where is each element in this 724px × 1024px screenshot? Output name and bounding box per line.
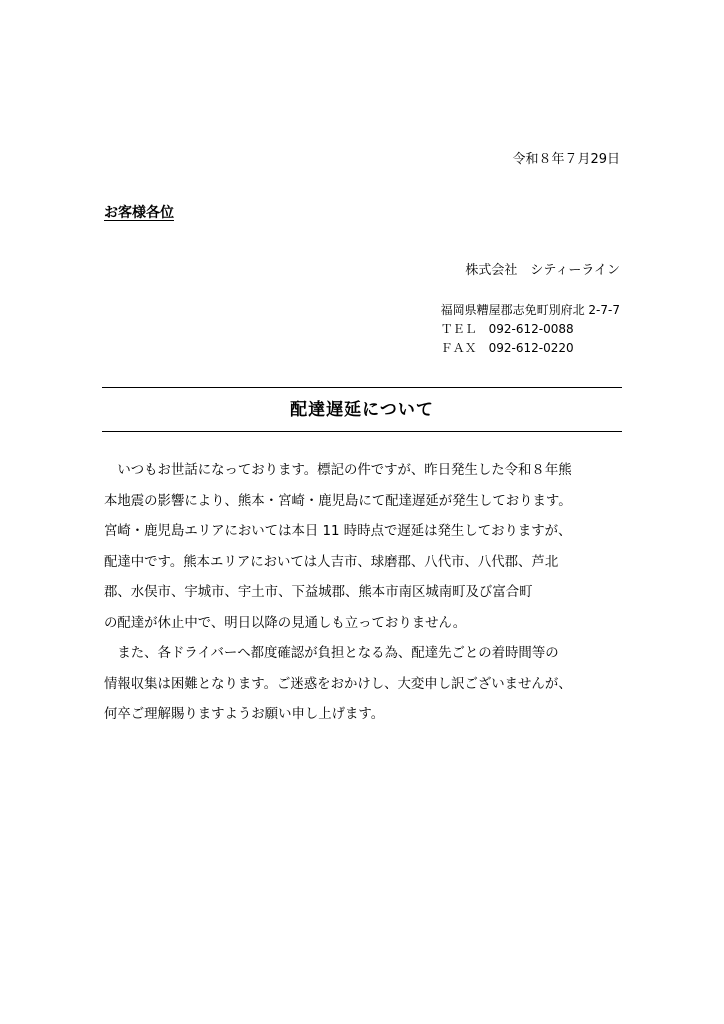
subject-title: 配達遅延について [290,400,434,420]
body-line: 配達中です。熊本エリアにおいては人吉市、球磨郡、八代市、八代郡、芦北 [104,554,559,570]
body-line: 郡、水俣市、宇城市、宇土市、下益城郡、熊本市南区城南町及び富合町 [104,585,533,600]
recipient-salutation: お客様各位 [104,205,174,221]
body-line: 本地震の影響により、熊本・宮崎・鹿児島にて配達遅延が発生しております。 [104,493,572,509]
subject-rule-top [102,387,622,388]
letter-body [104,456,624,731]
company-name: 株式会社 シティーライン [465,263,620,278]
letter-date: 令和８年７月29日 [512,152,620,167]
sender-contact-block [441,301,620,358]
body-line: また、各ドライバーへ都度確認が負担となる為、配達先ごとの着時間等の [104,646,559,661]
body-line: 情報収集は困難となります。ご迷惑をおかけし、大変申し訳ございませんが、 [104,676,572,692]
body-line: いつもお世話になっております。標記の件ですが、昨日発生した令和８年熊 [104,463,572,478]
subject-rule-bottom [102,431,622,432]
body-line: 宮崎・鹿児島エリアにおいては本日 11 時時点で遅延は発生しておりますが、 [104,524,572,539]
body-line: 何卒ご理解賜りますようお願い申し上げます。 [104,707,385,722]
sender-address: 福岡県糟屋郡志免町別府北 2-7-7 [440,303,620,317]
body-line: の配達が休止中で、明日以降の見通しも立っておりません。 [104,615,467,631]
sender-tel: ＴＥＬ 092-612-0088 [440,322,574,336]
sender-fax: ＦＡＸ 092-612-0220 [440,341,574,355]
